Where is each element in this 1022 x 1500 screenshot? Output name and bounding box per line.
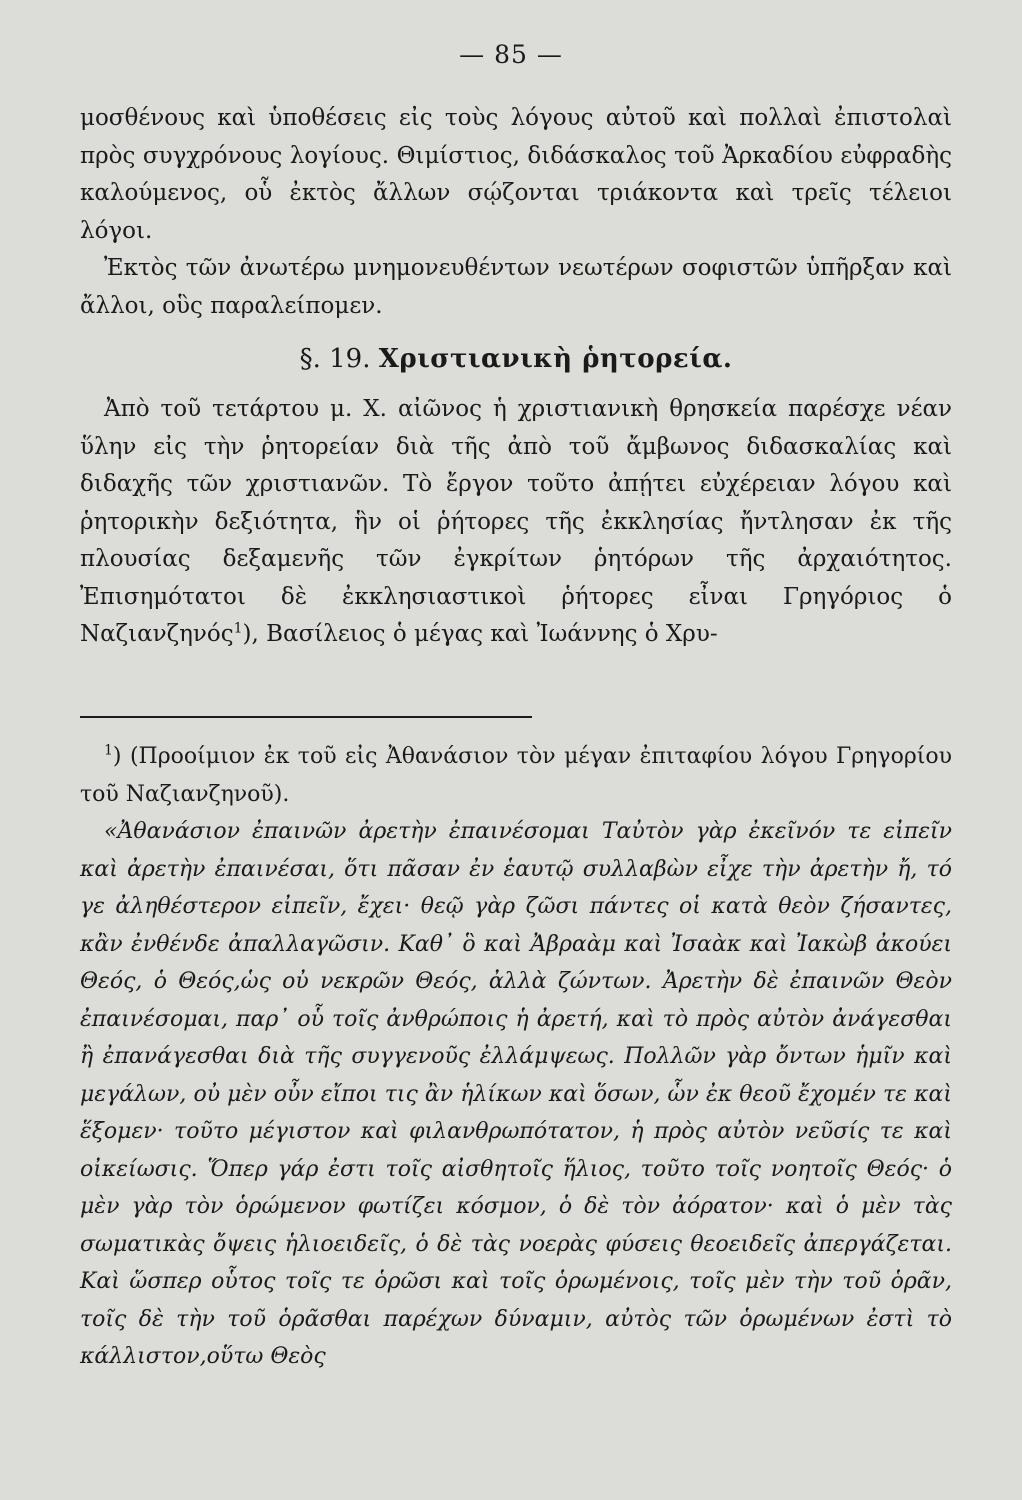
footnote-source: ) (Προοίμιον ἐκ τοῦ εἰς Ἀθανάσιον τὸν μέγαν ἐπιταφίου λόγου Γρηγορίου τοῦ Ναζιανζηνοῦ). [80, 744, 952, 807]
footnote-marker: 1 [104, 742, 113, 759]
paragraph [80, 391, 952, 654]
footnote-heading [80, 738, 952, 813]
paragraph: μοσθένους καὶ ὑποθέσεις εἰς τοὺς λόγους αὐτοῦ καὶ πολλαὶ ἐπιστολαὶ πρὸς συγχρόνους λογίους. Θιμίστιος, διδάσκαλος τοῦ Ἀρκαδίου εὐφραδὴς καλούμενος, οὗ ἐκτὸς ἄλλων σῴζονται τριάκοντα καὶ τρεῖς τέλειοι λόγοι. [80, 105, 952, 244]
section-title: Χριστιανικὴ ῥητορεία. [378, 344, 733, 374]
footnote-reference: 1 [233, 620, 243, 637]
footnote [80, 738, 952, 1376]
main-text [80, 100, 952, 654]
section-number: §. 19. [299, 344, 371, 374]
paragraph: Ἐκτὸς τῶν ἀνωτέρω μνημονευθέντων νεωτέρων σοφιστῶν ὑπῆρξαν καὶ ἄλλοι, οὓς παραλείπομεν. [80, 255, 952, 319]
footnote-quote: «Ἀθανάσιον ἐπαινῶν ἀρετὴν ἐπαινέσομαι Ταὐτὸν γὰρ ἐκεῖνόν τε εἰπεῖν καὶ ἀρετὴν ἐπαινέσαι, ὅτι πᾶσαν ἐν ἑαυτῷ συλλαβὼν εἶχε τὴν ἀρετὴν ἤ, τό γε ἀληθέστερον εἰπεῖν, ἔχει· θεῷ γὰρ ζῶσι πάντες οἱ κατὰ θεὸν ζήσαντες, κἂν ἐνθένδε ἀπαλλαγῶσιν. Καθ᾽ ὃ καὶ Ἀβραὰμ καὶ Ἰσαὰκ καὶ Ἰακὼβ ἀκούει Θεός, ὁ Θεός,ὡς οὐ νεκρῶν Θεός, ἀλλὰ ζώντων. Ἀρετὴν δὲ ἐπαινῶν Θεὸν ἐπαινέσομαι, παρ᾽ οὗ τοῖς ἀνθρώποις ἡ ἀρετή, καὶ τὸ πρὸς αὐτὸν ἀνάγεσθαι ἢ ἐπανάγεσθαι διὰ τῆς συγγενοῦς ἐλλάμψεως. Πολλῶν γὰρ ὄντων ἡμῖν καὶ μεγάλων, οὐ μὲν οὖν εἴποι τις ἂν ἡλίκων καὶ ὅσων, ὧν ἐκ θεοῦ ἔχομέν τε καὶ ἕξομεν· τοῦτο μέγιστον καὶ φιλανθρωπότατον, ἡ πρὸς αὐτὸν νεῦσίς τε καὶ οἰκείωσις. Ὅπερ γάρ ἐστι τοῖς αἰσθητοῖς ἥλιος, τοῦτο τοῖς νοητοῖς Θεός· ὁ μὲν γὰρ τὸν ὁρώμενον φωτίζει κόσμον, ὁ δὲ τὸν ἀόρατον· καὶ ὁ μὲν τὰς σωματικὰς ὄψεις ἡλιοειδεῖς, ὁ δὲ τὰς νοερὰς φύσεις θεοειδεῖς ἀπεργάζεται. Καὶ ὥσπερ οὗτος τοῖς τε ὁρῶσι καὶ τοῖς ὁρωμένοις, τοῖς μὲν τὴν τοῦ ὁρᾶν, τοῖς δὲ τὴν τοῦ ὁρᾶσθαι παρέχων δύναμιν, αὐτὸς τῶν ὁρωμένων ἐστὶ τὸ κάλλιστον,οὕτω Θεὸς [80, 819, 952, 1369]
page-number: — 85 — [459, 40, 563, 69]
footnote-divider [80, 716, 532, 718]
paragraph-text: Ἀπὸ τοῦ τετάρτου μ. Χ. αἰῶνος ἡ χριστιανικὴ θρησκεία παρέσχε νέαν ὕλην εἰς τὴν ῥητορείαν διὰ τῆς ἀπὸ τοῦ ἄμβωνος διδασκαλίας καὶ διδαχῆς τῶν χριστιανῶν. Τὸ ἔργον τοῦτο ἀπῄτει εὐχέρειαν λόγου καὶ ῥητορικὴν δεξιότητα, ἣν οἱ ῥήτορες τῆς ἐκκλησίας ἤντλησαν ἐκ τῆς πλουσίας δεξαμενῆς τῶν ἐγκρίτων ῥητόρων τῆς ἀρχαιότητος. Ἐπισημότατοι δὲ ἐκκλησιαστικοὶ ῥήτορες εἶναι Γρηγόριος ὁ Ναζιανζηνός [80, 396, 952, 647]
section-heading [80, 339, 952, 379]
paragraph-text: ), Βασίλειος ὁ μέγας καὶ Ἰωάννης ὁ Χρυ- [242, 621, 718, 647]
